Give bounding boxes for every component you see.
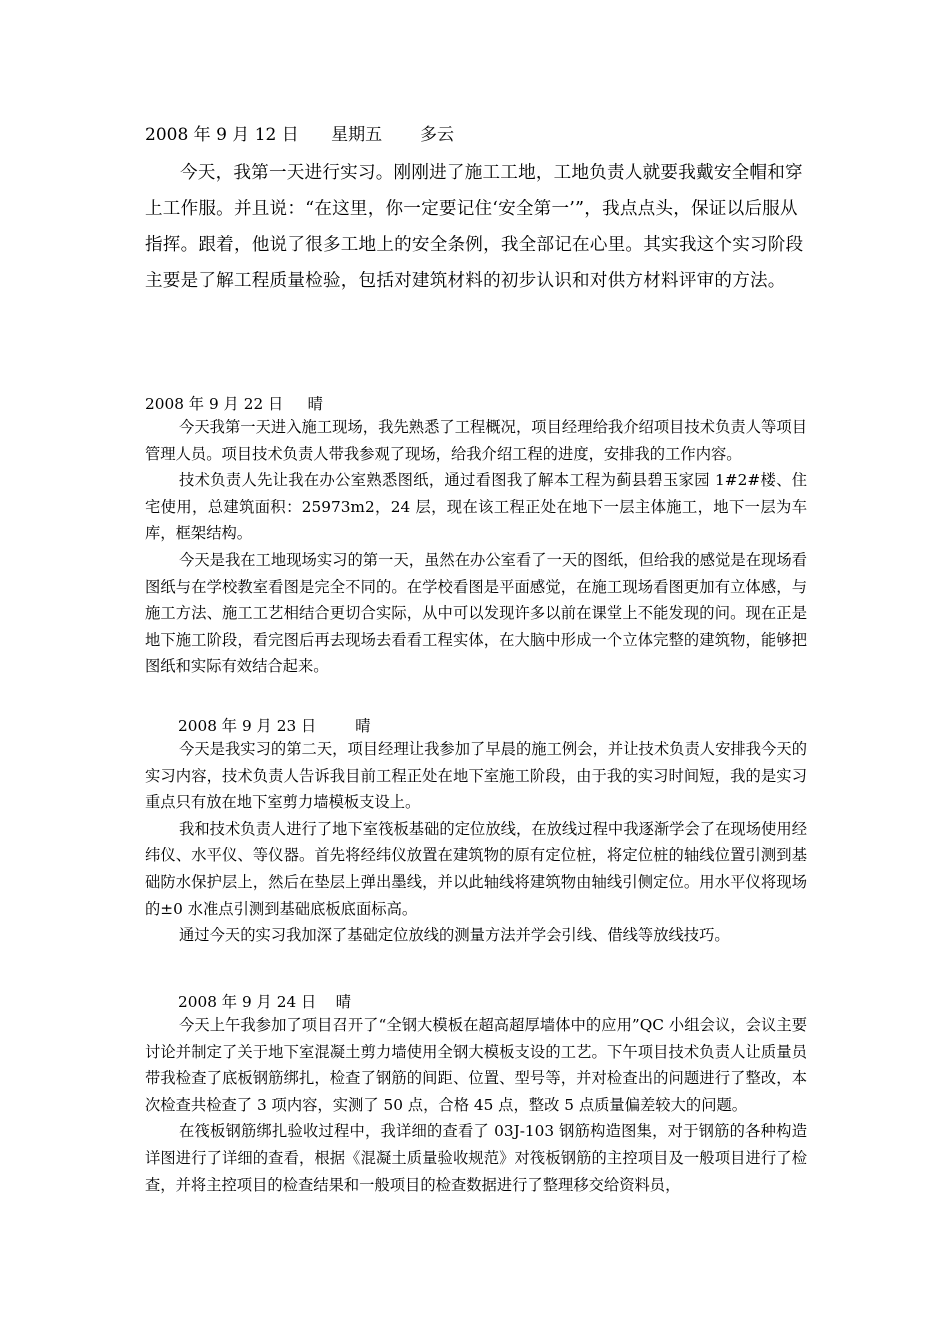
entry-2-paragraph-1: 今天我第一天进入施工现场，我先熟悉了工程概况，项目经理给我介绍项目技术负责人等项目管理人员。项目技术负责人带我参观了现场，给我介绍工程的进度，安排我的工作内容。	[145, 418, 807, 463]
entry-4-paragraph-2: 在筏板钢筋绑扎验收过程中，我详细的查看了 03J-103 钢筋构造图集，对于钢筋的各种构造详图进行了详细的查看，根据《混凝土质量验收规范》对筏板钢筋的主控项目及一般项目进行了检查，并将主控项目的检查结果和一般项目的检查数据进行了整理移交给资料员，	[145, 1122, 807, 1194]
entry-3-date-header: 2008 年 9 月 23 日 晴	[178, 717, 371, 735]
entry-4-paragraph-1: 今天上午我参加了项目召开了“全钢大模板在超高超厚墙体中的应用”QC 小组会议，会议主要讨论并制定了关于地下室混凝土剪力墙使用全钢大模板支设的工艺。下午项目技术负责人让质量员带我检查了底板钢筋绑扎，检查了钢筋的间距、位置、型号等，并对检查出的问题进行了整改，本次检查共检查了 3 项内容，实测了 50 点，合格 45 点，整改 5 点质量偏差较大的问题。	[145, 1016, 807, 1114]
entry-2-date-header: 2008 年 9 月 22 日 晴	[145, 395, 323, 413]
entry-2-paragraph-3: 今天是我在工地现场实习的第一天，虽然在办公室看了一天的图纸，但给我的感觉是在现场看图纸与在学校教室看图是完全不同的。在学校看图是平面感觉，在施工现场看图更加有立体感，与施工方法、施工工艺相结合更切合实际，从中可以发现许多以前在课堂上不能发现的问。现在正是地下施工阶段，看完图后再去现场去看看工程实体，在大脑中形成一个立体完整的建筑物，能够把图纸和实际有效结合起来。	[145, 550, 807, 676]
entry-3-paragraph-3: 通过今天的实习我加深了基础定位放线的测量方法并学会引线、借线等放线技巧。	[179, 926, 730, 945]
entry-1-body	[145, 155, 810, 299]
entry-1-paragraph-1: 今天，我第一天进行实习。刚刚进了施工工地，工地负责人就要我戴安全帽和穿上工作服。并且说：“在这里，你一定要记住‘安全第一’”，我点点头，保证以后服从指挥。跟着，他说了很多工地上的安全条例，我全部记在心里。其实我这个实习阶段主要是了解工程质量检验，包括对建筑材料的初步认识和对供方材料评审的方法。	[145, 163, 804, 291]
entry-2-paragraph-2: 技术负责人先让我在办公室熟悉图纸，通过看图我了解本工程为蓟县碧玉家园 1#2#楼、住宅使用，总建筑面积：25973m2，24 层，现在该工程正处在地下一层主体施工，地下一层为车库，框架结构。	[145, 471, 807, 543]
entry-3-body	[145, 736, 807, 949]
entry-3-paragraph-1: 今天是我实习的第二天，项目经理让我参加了早晨的施工例会，并让技术负责人安排我今天的实习内容，技术负责人告诉我目前工程正处在地下室施工阶段，由于我的实习时间短，我的是实习重点只有放在地下室剪力墙模板支设上。	[145, 740, 807, 812]
entry-2-body	[145, 414, 807, 680]
entry-1-date-header: 2008 年 9 月 12 日 星期五 多云	[145, 125, 454, 145]
entry-4-body	[145, 1012, 807, 1198]
entry-3-paragraph-2: 我和技术负责人进行了地下室筏板基础的定位放线，在放线过程中我逐渐学会了在现场使用经纬仪、水平仪、等仪器。首先将经纬仪放置在建筑物的原有定位桩，将定位桩的轴线位置引测到基础防水保护层上，然后在垫层上弹出墨线，并以此轴线将建筑物由轴线引侧定位。用水平仪将现场的±0 水准点引测到基础底板底面标高。	[145, 819, 807, 918]
entry-4-date-header: 2008 年 9 月 24 日 晴	[178, 993, 352, 1011]
